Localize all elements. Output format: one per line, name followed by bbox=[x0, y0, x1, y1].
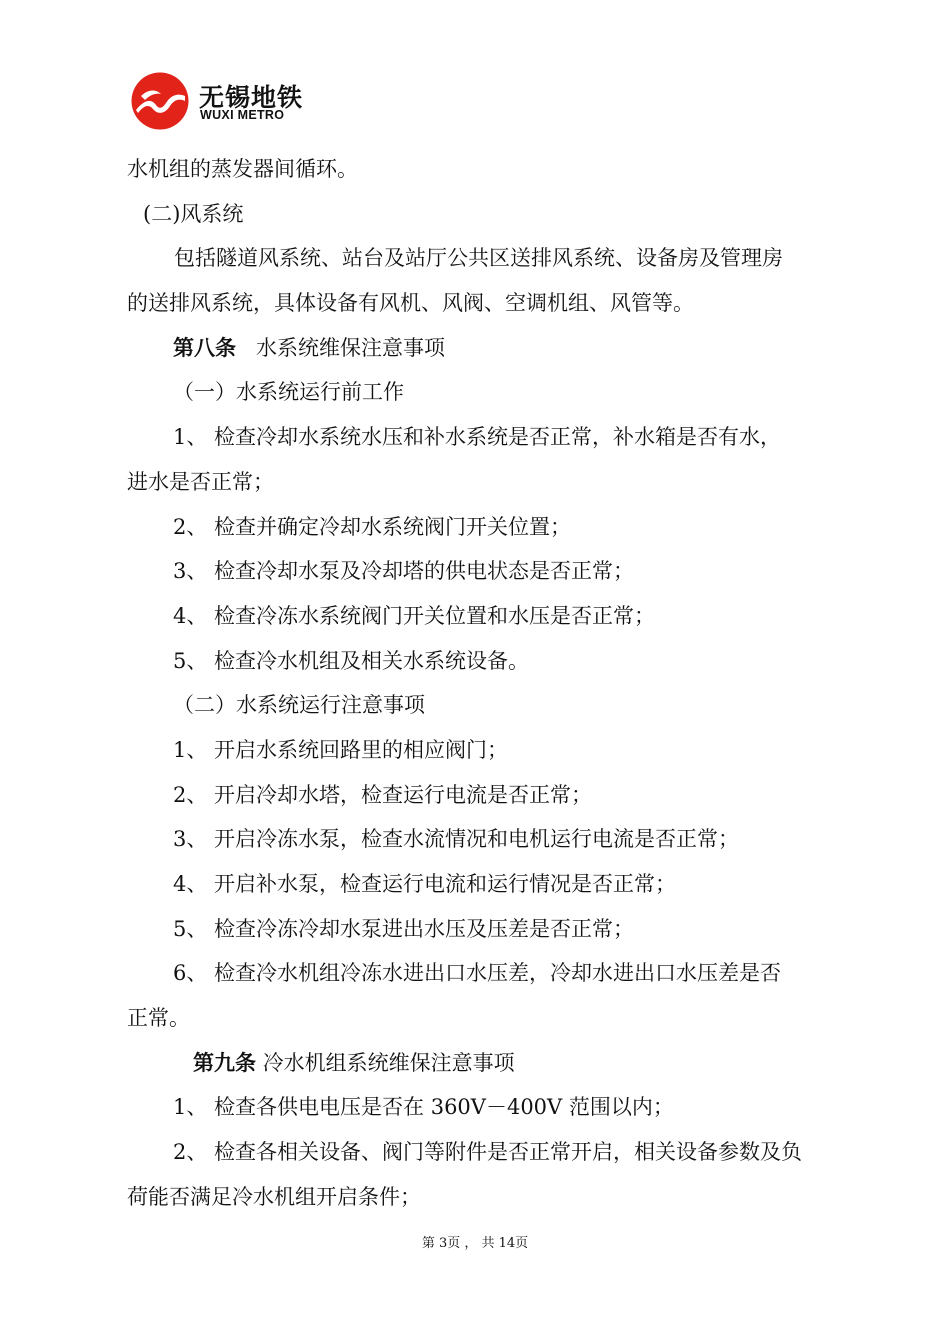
section-subheading: （一）水系统运行前工作 bbox=[173, 380, 404, 405]
article-title: 水系统维保注意事项 bbox=[256, 335, 446, 360]
list-item: 5、 检查冷水机组及相关水系统设备。 bbox=[173, 648, 530, 673]
list-item: 2、 检查各相关设备、阀门等附件是否正常开启，相关设备参数及负 bbox=[173, 1140, 803, 1165]
paragraph-line: 的送排风系统，具体设备有风机、风阀、空调机组、风管等。 bbox=[127, 291, 694, 316]
list-item: 5、 检查冷冻冷却水泵进出水压及压差是否正常； bbox=[173, 916, 635, 941]
paragraph-line: 水机组的蒸发器间循环。 bbox=[127, 157, 358, 181]
article-heading-9 bbox=[127, 1041, 825, 1086]
list-item: 4、 开启补水泵，检查运行电流和运行情况是否正常； bbox=[173, 872, 677, 896]
list-item: 2、 开启冷却水塔，检查运行电流是否正常； bbox=[173, 782, 593, 807]
paragraph-line: 包括隧道风系统、站台及站厅公共区送排风系统、设备房及管理房 bbox=[174, 246, 783, 271]
logo-english-name: WUXI METRO bbox=[200, 108, 285, 122]
wuxi-metro-emblem-icon bbox=[131, 72, 189, 130]
list-item-continuation: 进水是否正常； bbox=[127, 469, 274, 494]
page-number-footer: 第 3页 ， 共 14页 bbox=[421, 1236, 529, 1251]
article-heading-8 bbox=[127, 326, 825, 371]
article-label: 第八条 bbox=[173, 334, 236, 360]
section-subheading: (二)风系统 bbox=[143, 201, 244, 226]
document-body bbox=[127, 147, 825, 1220]
list-item: 6、 检查冷水机组冷冻水进出口水压差，冷却水进出口水压差是否 bbox=[173, 961, 782, 986]
list-item: 3、 检查冷却水泵及冷却塔的供电状态是否正常； bbox=[173, 559, 635, 584]
list-item-continuation: 荷能否满足冷水机组开启条件； bbox=[127, 1184, 421, 1209]
list-item: 1、 检查各供电电压是否在 360V－400V 范围以内； bbox=[173, 1095, 674, 1120]
list-item: 1、 检查冷却水系统水压和补水系统是否正常，补水箱是否有水， bbox=[173, 425, 782, 450]
list-item-continuation: 正常。 bbox=[127, 1006, 190, 1031]
list-item: 1、 开启水系统回路里的相应阀门； bbox=[173, 737, 509, 762]
article-title: 冷水机组系统维保注意事项 bbox=[262, 1050, 515, 1075]
section-subheading: （二）水系统运行注意事项 bbox=[173, 693, 425, 718]
article-label: 第九条 bbox=[193, 1049, 256, 1075]
list-item: 4、 检查冷冻水系统阀门开关位置和水压是否正常； bbox=[173, 603, 656, 628]
list-item: 2、 检查并确定冷却水系统阀门开关位置； bbox=[173, 514, 572, 539]
wuxi-metro-logo bbox=[131, 72, 331, 134]
logo-chinese-name: 无锡地铁 bbox=[199, 83, 304, 112]
list-item: 3、 开启冷冻水泵，检查水流情况和电机运行电流是否正常； bbox=[173, 827, 740, 852]
